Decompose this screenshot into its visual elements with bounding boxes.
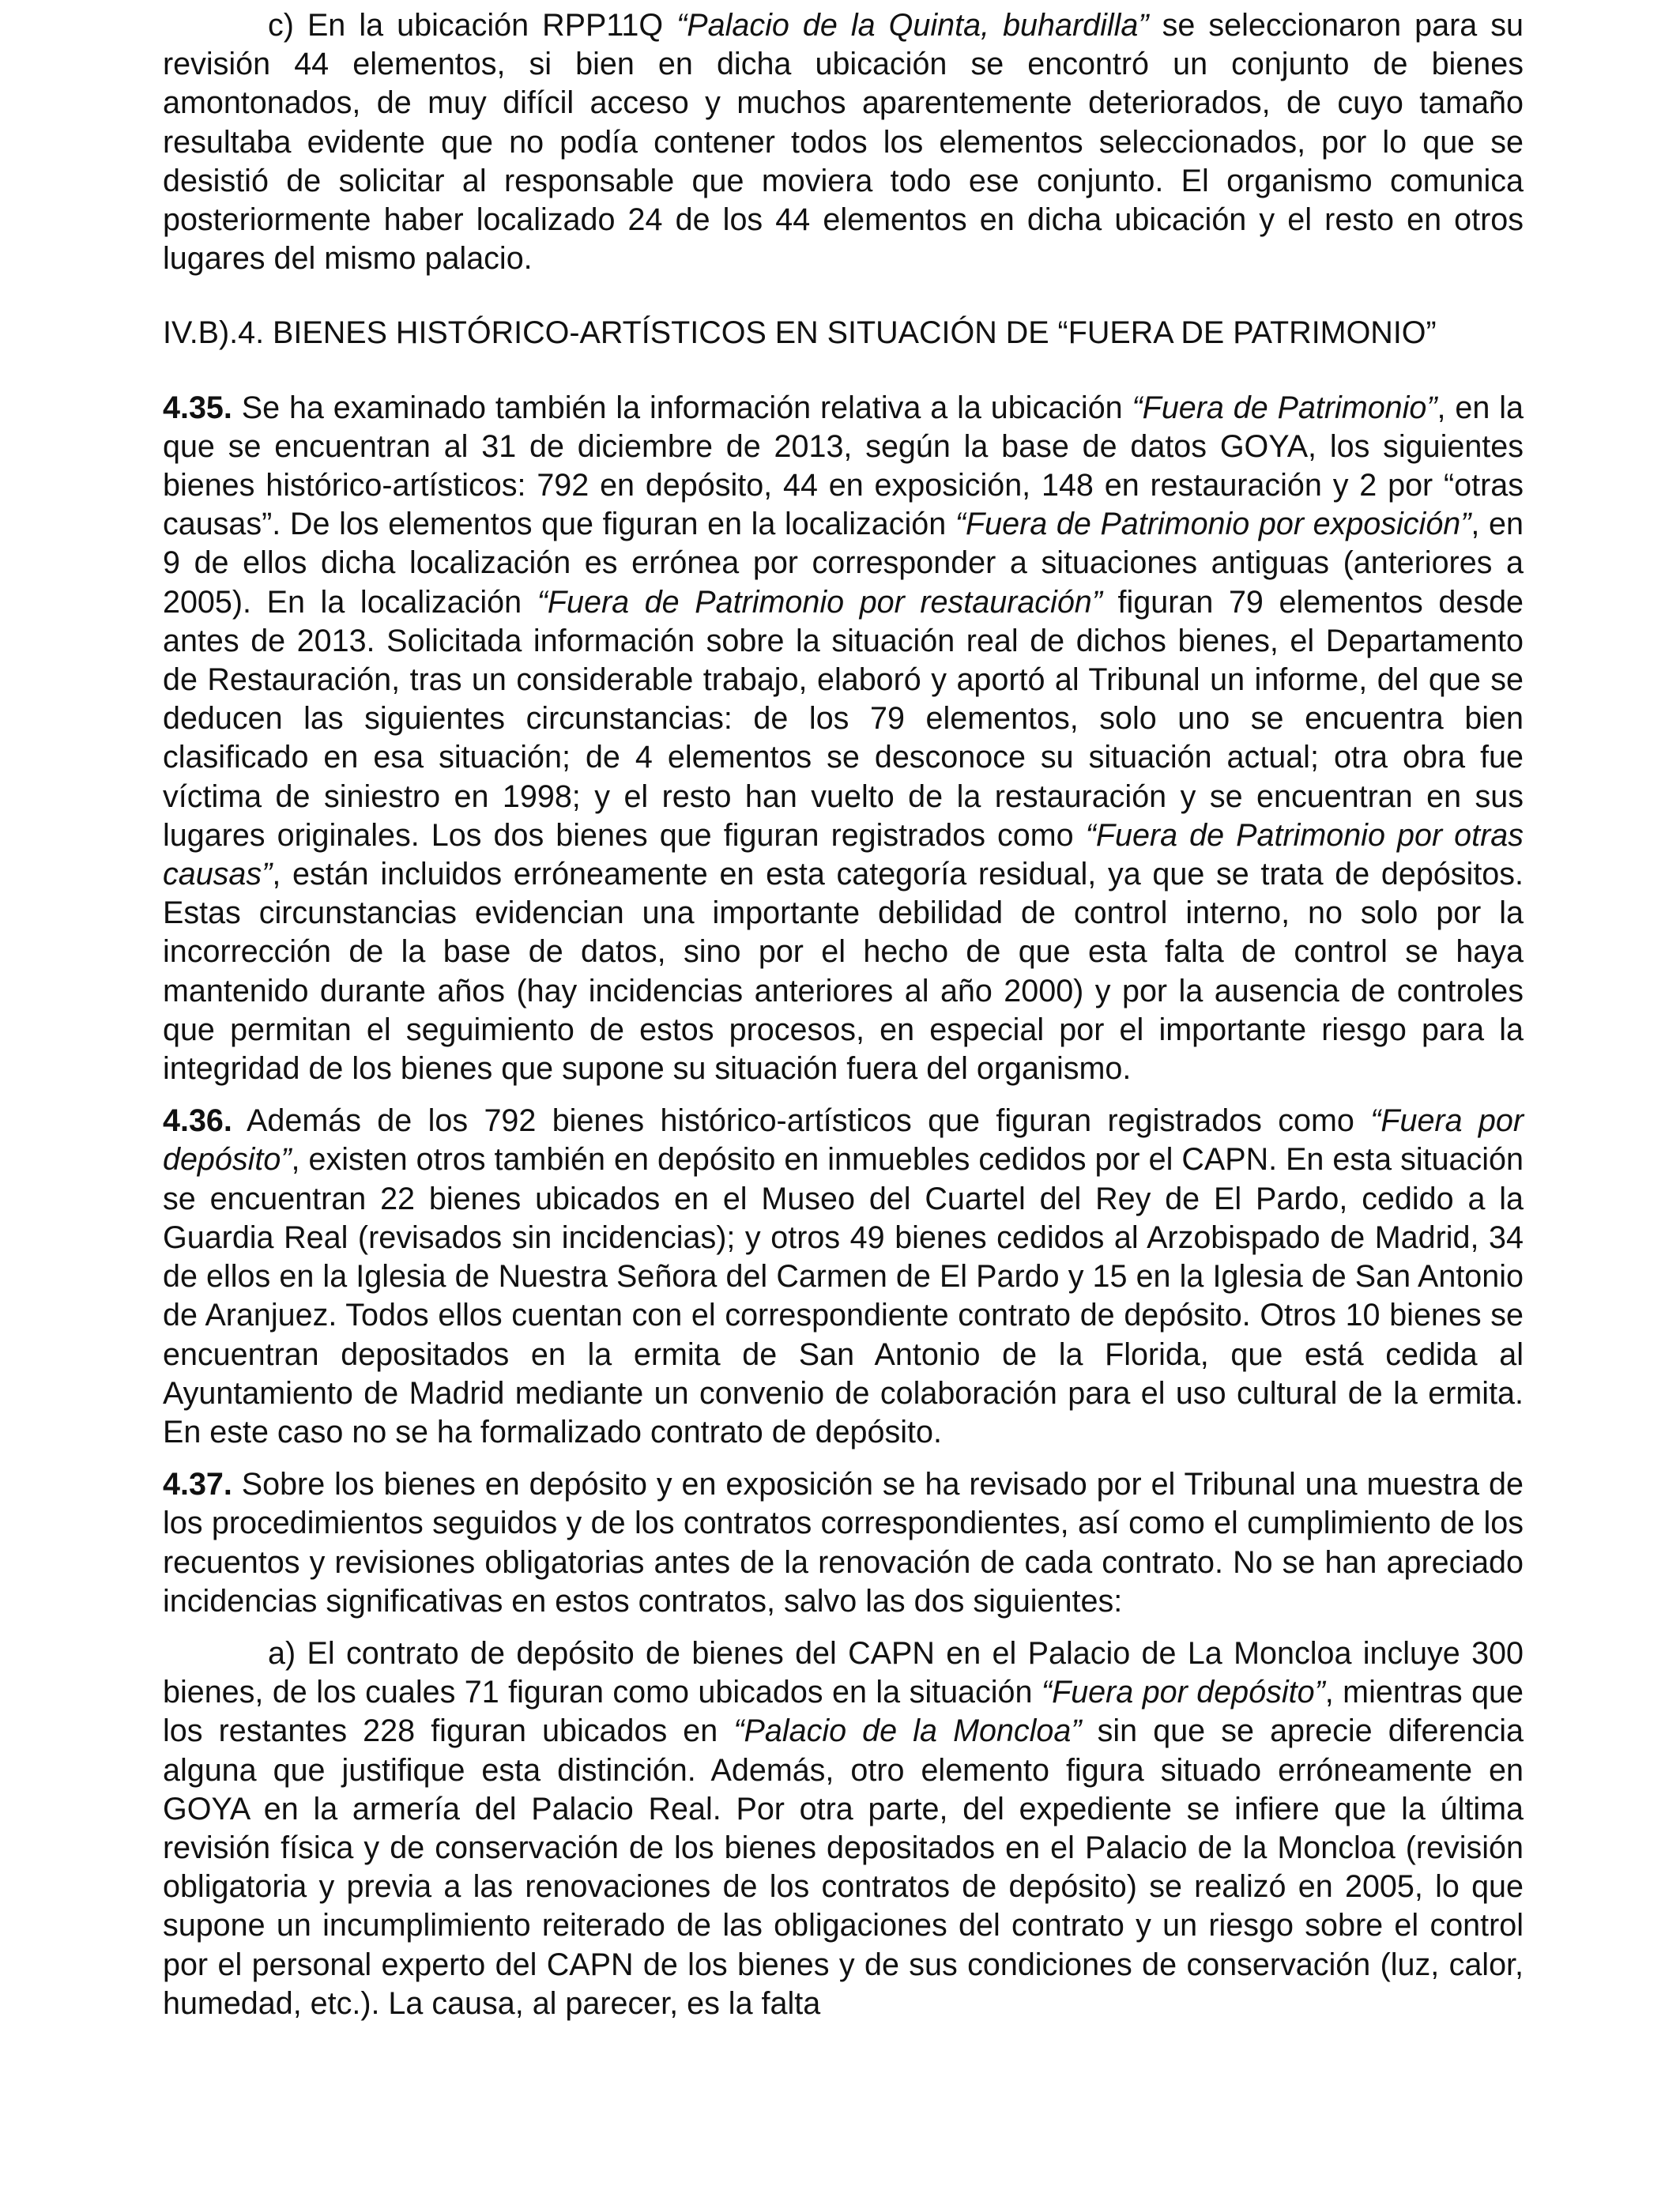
document-page [163, 6, 1524, 2023]
p435-italic-4: “Fuera de Patrimonio por otras causas” [163, 817, 1524, 892]
paragraph-c-italic-1: “Palacio de la Quinta, buhardilla” [676, 8, 1149, 43]
paragraph-a-text-2: , mientras que los restantes 228 figuran ubicados en [163, 1675, 1524, 1749]
p435-text-2: , en la que se encuentran al 31 de diciembre de 2013, según la base de datos GOYA, los siguientes bienes histórico-artísticos: 792 en depósito, 44 en exposición, 148 en restauración y 2 por “otras causas”. De los elementos que figuran en la localización [163, 390, 1524, 542]
paragraph-a [163, 1634, 1524, 2023]
p437-text-1: Sobre los bienes en depósito y en exposición se ha revisado por el Tribunal una muestra de los procedimientos seguidos y de los contratos correspondientes, así como el cumplimiento de los recuentos y revisiones obligatorias antes de la renovación de cada contrato. No se han apreciado incidencias significativas en estos contratos, salvo las dos siguientes: [163, 1467, 1524, 1619]
p435-text-4: figuran 79 elementos desde antes de 2013. Solicitada información sobre la situación real de dichos bienes, el Departamento de Restauración, tras un considerable trabajo, elaboró y aportó al Tribunal un informe, del que se deducen las siguientes circunstancias: de los 79 elementos, solo uno se encuentra bien clasificado en esa situación; de 4 elementos se desconoce su situación actual; otra obra fue víctima de siniestro en 1998; y el resto han vuelto de la restauración y se encuentran en sus lugares originales. Los dos bienes que figuran registrados como [163, 584, 1524, 853]
paragraph-a-text-3: sin que se aprecie diferencia alguna que justifique esta distinción. Además, otro elemento figura situado erróneamente en GOYA en la armería del Palacio Real. Por otra parte, del expediente se infiere que la última revisión física y de conservación de los bienes depositados en el Palacio de la Moncloa (revisión obligatoria y previa a las renovaciones de los contratos de depósito) se realizó en 2005, lo que supone un incumplimiento reiterado de las obligaciones del contrato y un riesgo sobre el control por el personal experto del CAPN de los bienes y de sus condiciones de conservación (luz, calor, humedad, etc.). La causa, al parecer, es la falta [163, 1713, 1524, 2021]
p435-text-3: , en 9 de ellos dicha localización es errónea por corresponder a situaciones antiguas (anteriores a 2005). En la localización [163, 507, 1524, 620]
paragraph-4-36 [163, 1102, 1524, 1452]
p436-italic-1: “Fuera por depósito” [163, 1103, 1524, 1178]
section-heading: IV.B).4. BIENES HISTÓRICO-ARTÍSTICOS EN SITUACIÓN DE “FUERA DE PATRIMONIO” [163, 315, 1437, 351]
p435-text-1: Se ha examinado también la información relativa a la ubicación [232, 390, 1132, 425]
paragraph-number-4-36: 4.36. [163, 1103, 232, 1139]
p436-text-2: , existen otros también en depósito en inmuebles cedidos por el CAPN. En esta situación se encuentran 22 bienes ubicados en el Museo del Cuartel del Rey de El Pardo, cedido a la Guardia Real (revisados sin incidencias); y otros 49 bienes cedidos al Arzobispado de Madrid, 34 de ellos en la Iglesia de Nuestra Señora del Carmen de El Pardo y 15 en la Iglesia de San Antonio de Aranjuez. Todos ellos cuentan con el correspondiente contrato de depósito. Otros 10 bienes se encuentran depositados en la ermita de San Antonio de la Florida, que está cedida al Ayuntamiento de Madrid mediante un convenio de colaboración para el uso cultural de la ermita. En este caso no se ha formalizado contrato de depósito. [163, 1142, 1524, 1449]
p435-text-5: , están incluidos erróneamente en esta categoría residual, ya que se trata de depósitos. Estas circunstancias evidencian una importante debilidad de control interno, no solo por la incorrección de la base de datos, sino por el hecho de que esta falta de control se haya mantenido durante años (hay incidencias anteriores al año 2000) y por la ausencia de controles que permitan el seguimiento de estos procesos, en especial por el importante riesgo para la integridad de los bienes que supone su situación fuera del organismo. [163, 857, 1524, 1087]
paragraph-4-37 [163, 1465, 1524, 1621]
p435-italic-1: “Fuera de Patrimonio” [1132, 390, 1437, 425]
paragraph-4-35 [163, 389, 1524, 1089]
paragraph-a-italic-1: “Fuera por depósito” [1041, 1675, 1325, 1710]
paragraph-number-4-37: 4.37. [163, 1467, 232, 1502]
paragraph-number-4-35: 4.35. [163, 390, 232, 425]
paragraph-c [163, 6, 1524, 278]
paragraph-a-text-1: a) El contrato de depósito de bienes del CAPN en el Palacio de La Moncloa incluye 300 bienes, de los cuales 71 figuran como ubicados en la situación [163, 1635, 1524, 1710]
p435-italic-2: “Fuera de Patrimonio por exposición” [955, 507, 1471, 542]
p436-text-1: Además de los 792 bienes histórico-artísticos que figuran registrados como [232, 1103, 1371, 1139]
paragraph-a-italic-2: “Palacio de la Moncloa” [733, 1713, 1082, 1749]
paragraph-c-text-2: se seleccionaron para su revisión 44 elementos, si bien en dicha ubicación se encontró un conjunto de bienes amontonados, de muy difícil acceso y muchos aparentemente deteriorados, de cuyo tamaño resultaba evidente que no podía contener todos los elementos seleccionados, por lo que se desistió de solicitar al responsable que moviera todo ese conjunto. El organismo comunica posteriormente haber localizado 24 de los 44 elementos en dicha ubicación y el resto en otros lugares del mismo palacio. [163, 8, 1524, 277]
paragraph-c-text-1: c) En la ubicación RPP11Q [268, 8, 677, 43]
p435-italic-3: “Fuera de Patrimonio por restauración” [537, 584, 1102, 620]
